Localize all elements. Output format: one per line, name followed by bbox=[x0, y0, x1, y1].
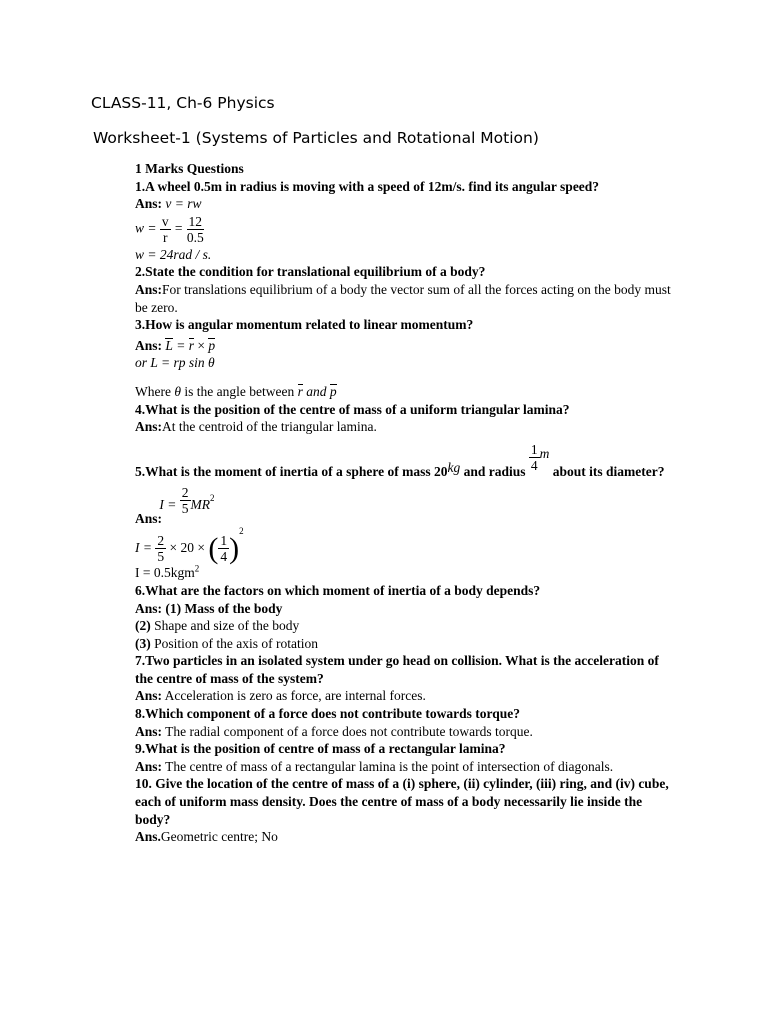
eq-MR: MR bbox=[190, 497, 210, 513]
fraction-2-over-5 bbox=[155, 533, 166, 564]
answer-1-eq2 bbox=[135, 213, 680, 246]
answer-2 bbox=[135, 281, 680, 316]
fraction-1-over-4 bbox=[218, 533, 229, 564]
item-text: Position of the axis of rotation bbox=[150, 635, 318, 651]
frac-num: 12 bbox=[188, 213, 202, 229]
right-paren: ) bbox=[229, 531, 240, 565]
result-text: I = 0.5kgm bbox=[135, 565, 195, 581]
answer-3-where bbox=[135, 382, 680, 401]
exponent: 2 bbox=[239, 525, 244, 536]
ans-label: Ans: bbox=[135, 281, 163, 297]
ans-label: Ans: bbox=[135, 511, 163, 527]
fraction-12-over-05 bbox=[187, 214, 205, 245]
ans-label: Ans: bbox=[135, 688, 163, 704]
eq-times-20: × 20 × bbox=[169, 539, 205, 555]
fraction-2-over-5 bbox=[180, 485, 191, 516]
unit-m: m bbox=[539, 445, 550, 461]
answer-4 bbox=[135, 418, 680, 436]
answer-1-eq1 bbox=[135, 195, 680, 213]
answer-text: The centre of mass of a rectangular lamina is the point of intersection of diagonals. bbox=[162, 758, 614, 774]
worksheet-content bbox=[135, 160, 680, 846]
frac-num: 1 bbox=[530, 441, 538, 457]
vector-L: L bbox=[165, 337, 173, 353]
eq-w-lhs: w = bbox=[135, 220, 157, 236]
fraction-1-over-4 bbox=[529, 442, 540, 473]
question-2: 2.State the condition for translational equilibrium of a body? bbox=[135, 264, 486, 280]
answer-text: The radial component of a force does not contribute towards torque. bbox=[162, 723, 533, 739]
question-3: 3.How is angular momentum related to linear momentum? bbox=[135, 317, 474, 333]
frac-num: 2 bbox=[181, 485, 189, 501]
frac-den: 5 bbox=[181, 501, 189, 517]
class-line: CLASS-11, Ch-6 Physics bbox=[91, 94, 275, 112]
eq-v-rw: v = rw bbox=[165, 196, 202, 212]
answer-3-eq2: or L = rp sin θ bbox=[135, 355, 215, 371]
frac-num: v bbox=[161, 213, 169, 229]
answer-8 bbox=[135, 723, 680, 741]
answer-6-item-3 bbox=[135, 635, 680, 653]
eq-I-lhs: I = bbox=[159, 497, 177, 513]
vector-r: r bbox=[188, 337, 195, 353]
question-8: 8.Which component of a force does not contribute towards torque? bbox=[135, 706, 520, 722]
ans-label: Ans: bbox=[135, 196, 163, 212]
answer-6-item-2 bbox=[135, 617, 680, 635]
answer-10 bbox=[135, 828, 680, 846]
exponent: 2 bbox=[210, 493, 215, 504]
answer-1-eq3: w = 24rad / s. bbox=[135, 246, 212, 262]
question-4: 4.What is the position of the centre of mass of a uniform triangular lamina? bbox=[135, 401, 570, 417]
answer-text: For translations equilibrium of a body the vector sum of all the forces acting on the body must be zero. bbox=[135, 281, 671, 315]
frac-den: r bbox=[163, 229, 168, 245]
and-text: and bbox=[302, 383, 330, 399]
question-6: 6.What are the factors on which moment of inertia of a body depends? bbox=[135, 582, 541, 598]
q5-text: about its diameter? bbox=[549, 463, 665, 479]
q5-text: 5.What is the moment of inertia of a sphere of mass 20 bbox=[135, 463, 448, 479]
where-text: Where bbox=[135, 383, 175, 399]
eq-sign: = bbox=[172, 337, 189, 353]
answer-5-result bbox=[135, 564, 680, 582]
frac-den: 5 bbox=[157, 549, 165, 565]
question-7: 7.Two particles in an isolated system under go head on collision. What is the acceleration of the centre of mass of the system? bbox=[135, 653, 659, 686]
answer-text: At the centroid of the triangular lamina. bbox=[162, 419, 377, 435]
vector-p: p bbox=[208, 337, 216, 353]
vector-p: p bbox=[329, 383, 337, 399]
item-number: (3) bbox=[135, 635, 151, 651]
question-10: 10. Give the location of the centre of mass of a (i) sphere, (ii) cylinder, (iii) ring, and (iv) cube, each of uniform mass density. Does the centre of mass of a body necessarily lie inside the body? bbox=[135, 776, 669, 827]
frac-num: 1 bbox=[220, 533, 228, 549]
left-paren: ( bbox=[208, 531, 219, 565]
question-9: 9.What is the position of centre of mass of a rectangular lamina? bbox=[135, 741, 506, 757]
frac-num: 2 bbox=[157, 533, 165, 549]
exponent: 2 bbox=[194, 563, 200, 574]
theta-symbol: θ bbox=[174, 383, 181, 399]
question-5 bbox=[135, 442, 680, 481]
answer-6-item-1: Ans: (1) Mass of the body bbox=[135, 600, 283, 616]
cross-sign: × bbox=[194, 337, 209, 353]
unit-kg: kg bbox=[447, 459, 461, 475]
ans-label: Ans: bbox=[135, 337, 163, 353]
eq-sign: = bbox=[174, 220, 184, 236]
q5-text: and radius bbox=[460, 463, 526, 479]
ans-label: Ans: bbox=[135, 419, 163, 435]
ans-label: Ans: bbox=[135, 758, 163, 774]
item-number: (2) bbox=[135, 618, 151, 634]
item-text: Shape and size of the body bbox=[150, 618, 300, 634]
section-title: 1 Marks Questions bbox=[135, 161, 244, 176]
answer-5-eq2 bbox=[135, 525, 680, 565]
eq-I-lhs: I = bbox=[135, 539, 152, 555]
frac-den: 4 bbox=[220, 549, 228, 565]
frac-den: 0.5 bbox=[186, 229, 204, 245]
ans-label: Ans: bbox=[135, 723, 163, 739]
answer-3-eq1 bbox=[135, 336, 680, 355]
ans-label: Ans. bbox=[135, 829, 161, 845]
answer-5-eq1 bbox=[135, 484, 680, 529]
answer-text: Geometric centre; No bbox=[160, 829, 278, 845]
vector-r: r bbox=[297, 383, 303, 399]
frac-den: 4 bbox=[530, 457, 538, 473]
answer-9 bbox=[135, 758, 680, 776]
fraction-v-over-r bbox=[160, 214, 171, 245]
worksheet-title: Worksheet-1 (Systems of Particles and Rotational Motion) bbox=[93, 129, 539, 147]
question-1: 1.A wheel 0.5m in radius is moving with a speed of 12m/s. find its angular speed? bbox=[135, 178, 600, 194]
answer-text: Acceleration is zero as force, are internal forces. bbox=[162, 688, 426, 704]
answer-7 bbox=[135, 687, 680, 705]
where-text: is the angle between bbox=[181, 383, 298, 399]
